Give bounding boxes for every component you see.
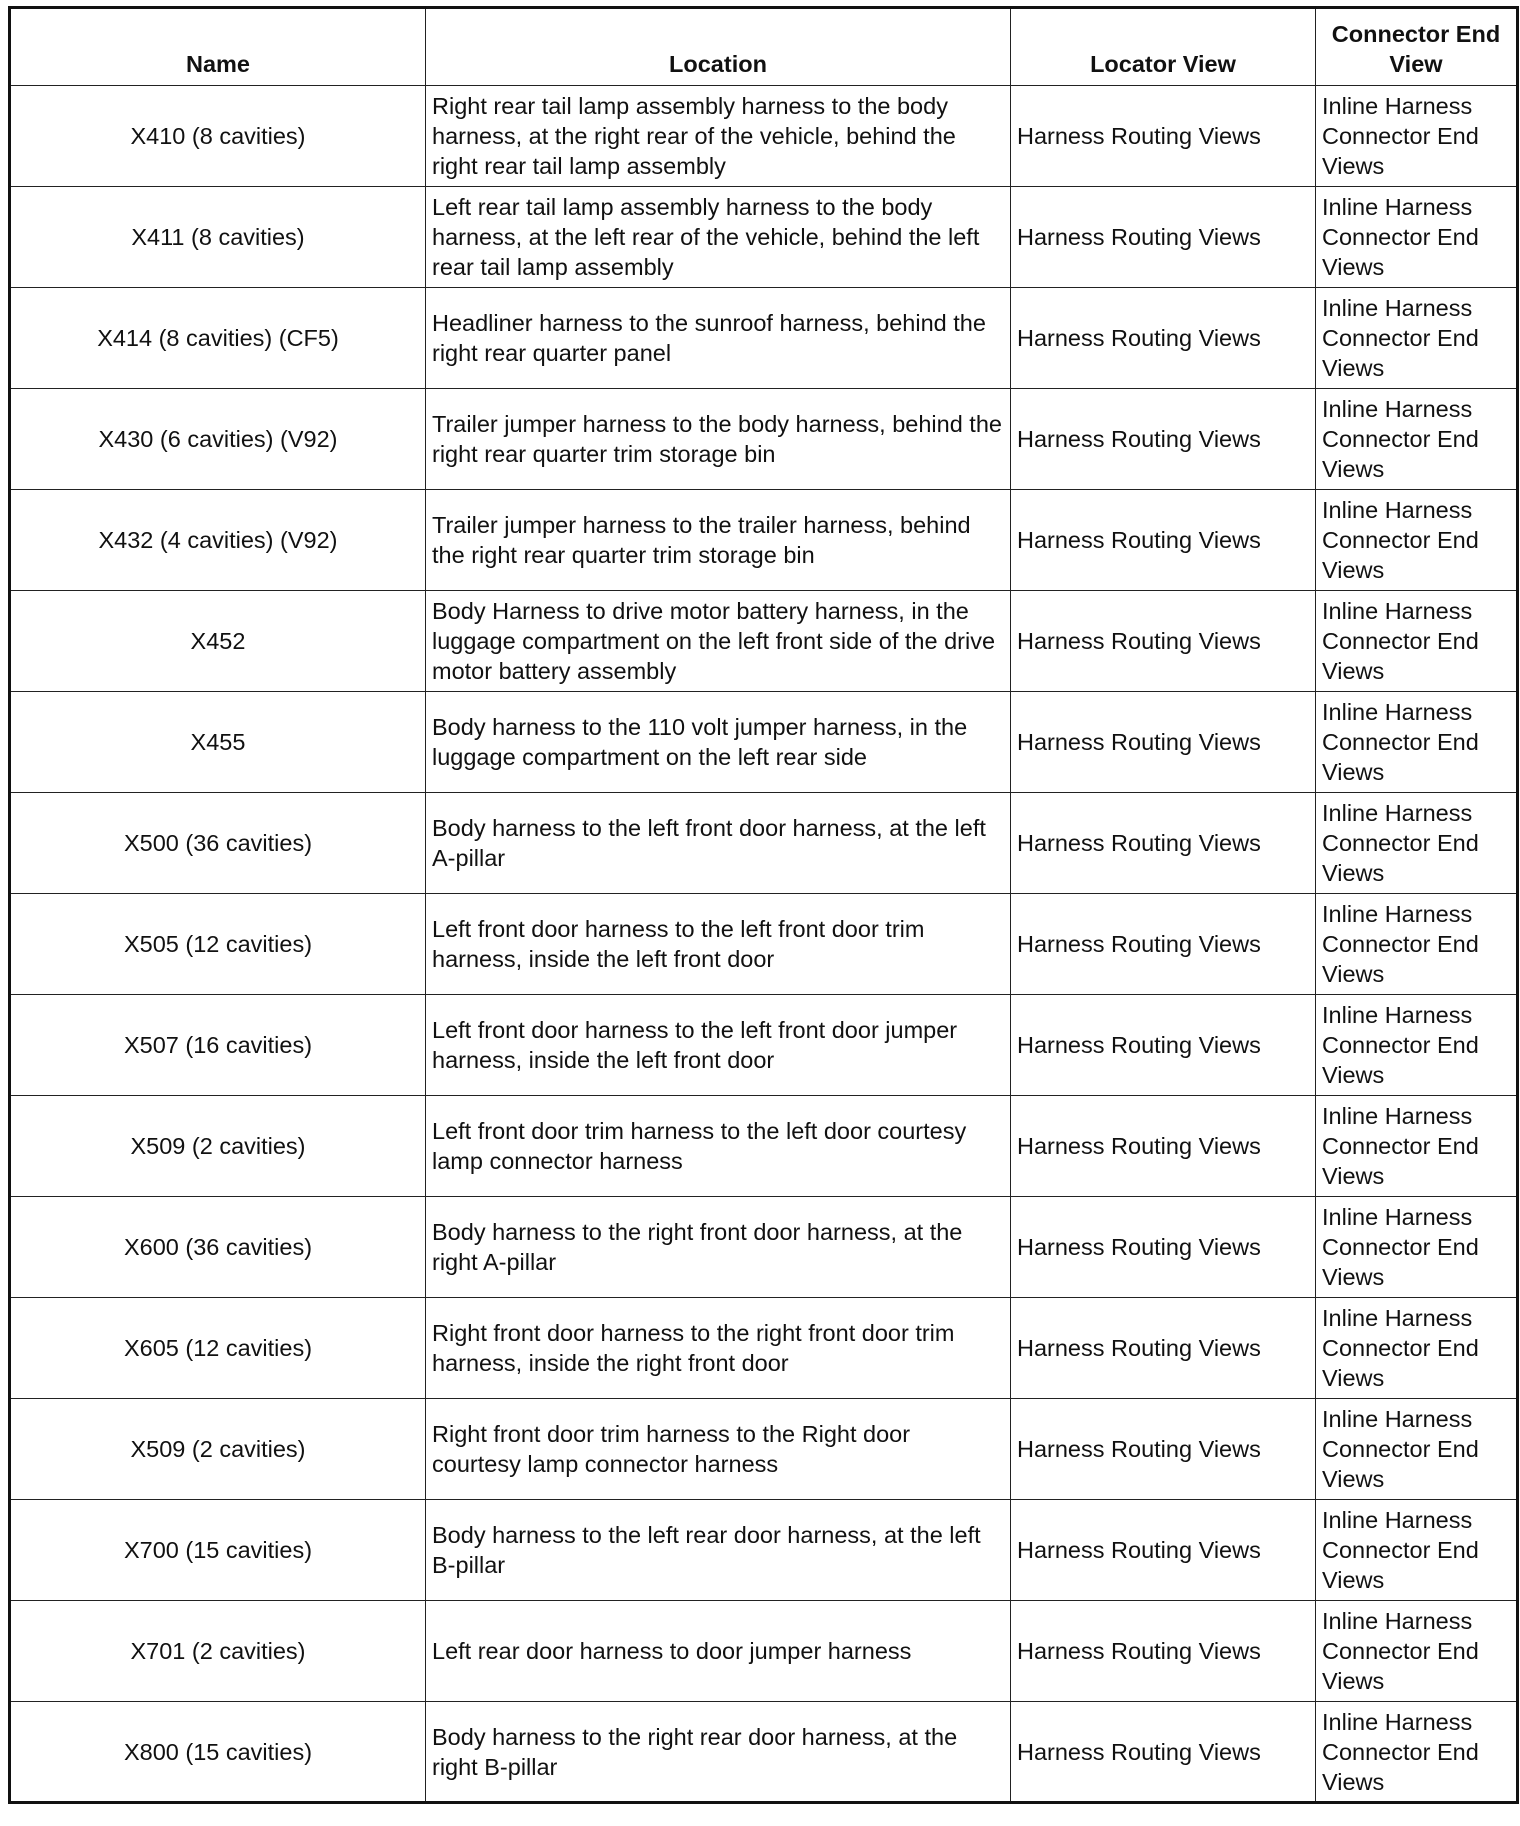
connector-name: X414 (8 cavities) (CF5) — [10, 288, 426, 389]
connector-name: X700 (15 cavities) — [10, 1500, 426, 1601]
header-name: Name — [10, 8, 426, 86]
table-row — [10, 288, 1518, 389]
connector-name: X432 (4 cavities) (V92) — [10, 490, 426, 591]
table-row — [10, 1197, 1518, 1298]
connector-name: X600 (36 cavities) — [10, 1197, 426, 1298]
connector-location: Trailer jumper harness to the body harness, behind the right rear quarter trim storage bin — [426, 389, 1011, 490]
locator-view-link[interactable]: Harness Routing Views — [1011, 1298, 1316, 1399]
connector-name: X509 (2 cavities) — [10, 1399, 426, 1500]
connector-end-view-link[interactable]: Inline Harness Connector End Views — [1316, 1096, 1518, 1197]
connector-table-container — [8, 6, 1516, 1804]
header-locator-view: Locator View — [1011, 8, 1316, 86]
locator-view-link[interactable]: Harness Routing Views — [1011, 894, 1316, 995]
locator-view-link[interactable]: Harness Routing Views — [1011, 995, 1316, 1096]
connector-name: X505 (12 cavities) — [10, 894, 426, 995]
table-row — [10, 187, 1518, 288]
connector-location: Right rear tail lamp assembly harness to the body harness, at the right rear of the vehicle, behind the right rear tail lamp assembly — [426, 86, 1011, 187]
table-header-row — [10, 8, 1518, 86]
connector-location: Left front door trim harness to the left door courtesy lamp connector harness — [426, 1096, 1011, 1197]
connector-end-view-link[interactable]: Inline Harness Connector End Views — [1316, 490, 1518, 591]
table-row — [10, 692, 1518, 793]
connector-name: X509 (2 cavities) — [10, 1096, 426, 1197]
connector-name: X430 (6 cavities) (V92) — [10, 389, 426, 490]
connector-end-view-link[interactable]: Inline Harness Connector End Views — [1316, 793, 1518, 894]
connector-location: Body harness to the 110 volt jumper harness, in the luggage compartment on the left rear side — [426, 692, 1011, 793]
connector-end-view-link[interactable]: Inline Harness Connector End Views — [1316, 389, 1518, 490]
table-row — [10, 995, 1518, 1096]
table-row — [10, 894, 1518, 995]
connector-location: Body harness to the left rear door harness, at the left B-pillar — [426, 1500, 1011, 1601]
connector-location: Body harness to the right rear door harness, at the right B-pillar — [426, 1702, 1011, 1803]
connector-location: Trailer jumper harness to the trailer harness, behind the right rear quarter trim storage bin — [426, 490, 1011, 591]
connector-end-view-link[interactable]: Inline Harness Connector End Views — [1316, 692, 1518, 793]
header-location: Location — [426, 8, 1011, 86]
connector-location: Body harness to the right front door harness, at the right A-pillar — [426, 1197, 1011, 1298]
connector-end-view-link[interactable]: Inline Harness Connector End Views — [1316, 1601, 1518, 1702]
connector-end-view-link[interactable]: Inline Harness Connector End Views — [1316, 1702, 1518, 1803]
connector-name: X452 — [10, 591, 426, 692]
connector-location: Right front door harness to the right front door trim harness, inside the right front door — [426, 1298, 1011, 1399]
connector-location: Left front door harness to the left front door trim harness, inside the left front door — [426, 894, 1011, 995]
connector-location: Body harness to the left front door harness, at the left A-pillar — [426, 793, 1011, 894]
locator-view-link[interactable]: Harness Routing Views — [1011, 288, 1316, 389]
connector-end-view-link[interactable]: Inline Harness Connector End Views — [1316, 591, 1518, 692]
table-row — [10, 591, 1518, 692]
connector-end-view-link[interactable]: Inline Harness Connector End Views — [1316, 288, 1518, 389]
locator-view-link[interactable]: Harness Routing Views — [1011, 1096, 1316, 1197]
connector-name: X605 (12 cavities) — [10, 1298, 426, 1399]
connector-location: Left rear door harness to door jumper harness — [426, 1601, 1011, 1702]
connector-location: Left rear tail lamp assembly harness to the body harness, at the left rear of the vehicle, behind the left rear tail lamp assembly — [426, 187, 1011, 288]
table-row — [10, 1096, 1518, 1197]
connector-name: X410 (8 cavities) — [10, 86, 426, 187]
connector-end-view-link[interactable]: Inline Harness Connector End Views — [1316, 1500, 1518, 1601]
locator-view-link[interactable]: Harness Routing Views — [1011, 86, 1316, 187]
connector-name: X500 (36 cavities) — [10, 793, 426, 894]
table-row — [10, 86, 1518, 187]
connector-end-view-link[interactable]: Inline Harness Connector End Views — [1316, 1399, 1518, 1500]
connector-table — [8, 6, 1519, 1804]
locator-view-link[interactable]: Harness Routing Views — [1011, 1197, 1316, 1298]
header-connector-end-view: Connector End View — [1316, 8, 1518, 86]
connector-end-view-link[interactable]: Inline Harness Connector End Views — [1316, 894, 1518, 995]
locator-view-link[interactable]: Harness Routing Views — [1011, 692, 1316, 793]
locator-view-link[interactable]: Harness Routing Views — [1011, 793, 1316, 894]
locator-view-link[interactable]: Harness Routing Views — [1011, 591, 1316, 692]
connector-name: X800 (15 cavities) — [10, 1702, 426, 1803]
connector-location: Left front door harness to the left front door jumper harness, inside the left front door — [426, 995, 1011, 1096]
locator-view-link[interactable]: Harness Routing Views — [1011, 1601, 1316, 1702]
connector-location: Headliner harness to the sunroof harness, behind the right rear quarter panel — [426, 288, 1011, 389]
connector-location: Body Harness to drive motor battery harness, in the luggage compartment on the left front side of the drive motor battery assembly — [426, 591, 1011, 692]
locator-view-link[interactable]: Harness Routing Views — [1011, 187, 1316, 288]
connector-end-view-link[interactable]: Inline Harness Connector End Views — [1316, 187, 1518, 288]
table-row — [10, 1500, 1518, 1601]
connector-end-view-link[interactable]: Inline Harness Connector End Views — [1316, 995, 1518, 1096]
table-row — [10, 1601, 1518, 1702]
table-row — [10, 1298, 1518, 1399]
locator-view-link[interactable]: Harness Routing Views — [1011, 490, 1316, 591]
table-row — [10, 389, 1518, 490]
connector-name: X411 (8 cavities) — [10, 187, 426, 288]
table-row — [10, 1399, 1518, 1500]
table-row — [10, 490, 1518, 591]
connector-end-view-link[interactable]: Inline Harness Connector End Views — [1316, 1197, 1518, 1298]
locator-view-link[interactable]: Harness Routing Views — [1011, 1702, 1316, 1803]
connector-name: X701 (2 cavities) — [10, 1601, 426, 1702]
locator-view-link[interactable]: Harness Routing Views — [1011, 1399, 1316, 1500]
locator-view-link[interactable]: Harness Routing Views — [1011, 1500, 1316, 1601]
connector-end-view-link[interactable]: Inline Harness Connector End Views — [1316, 1298, 1518, 1399]
table-row — [10, 793, 1518, 894]
connector-name: X507 (16 cavities) — [10, 995, 426, 1096]
connector-name: X455 — [10, 692, 426, 793]
locator-view-link[interactable]: Harness Routing Views — [1011, 389, 1316, 490]
table-row — [10, 1702, 1518, 1803]
connector-location: Right front door trim harness to the Right door courtesy lamp connector harness — [426, 1399, 1011, 1500]
connector-end-view-link[interactable]: Inline Harness Connector End Views — [1316, 86, 1518, 187]
